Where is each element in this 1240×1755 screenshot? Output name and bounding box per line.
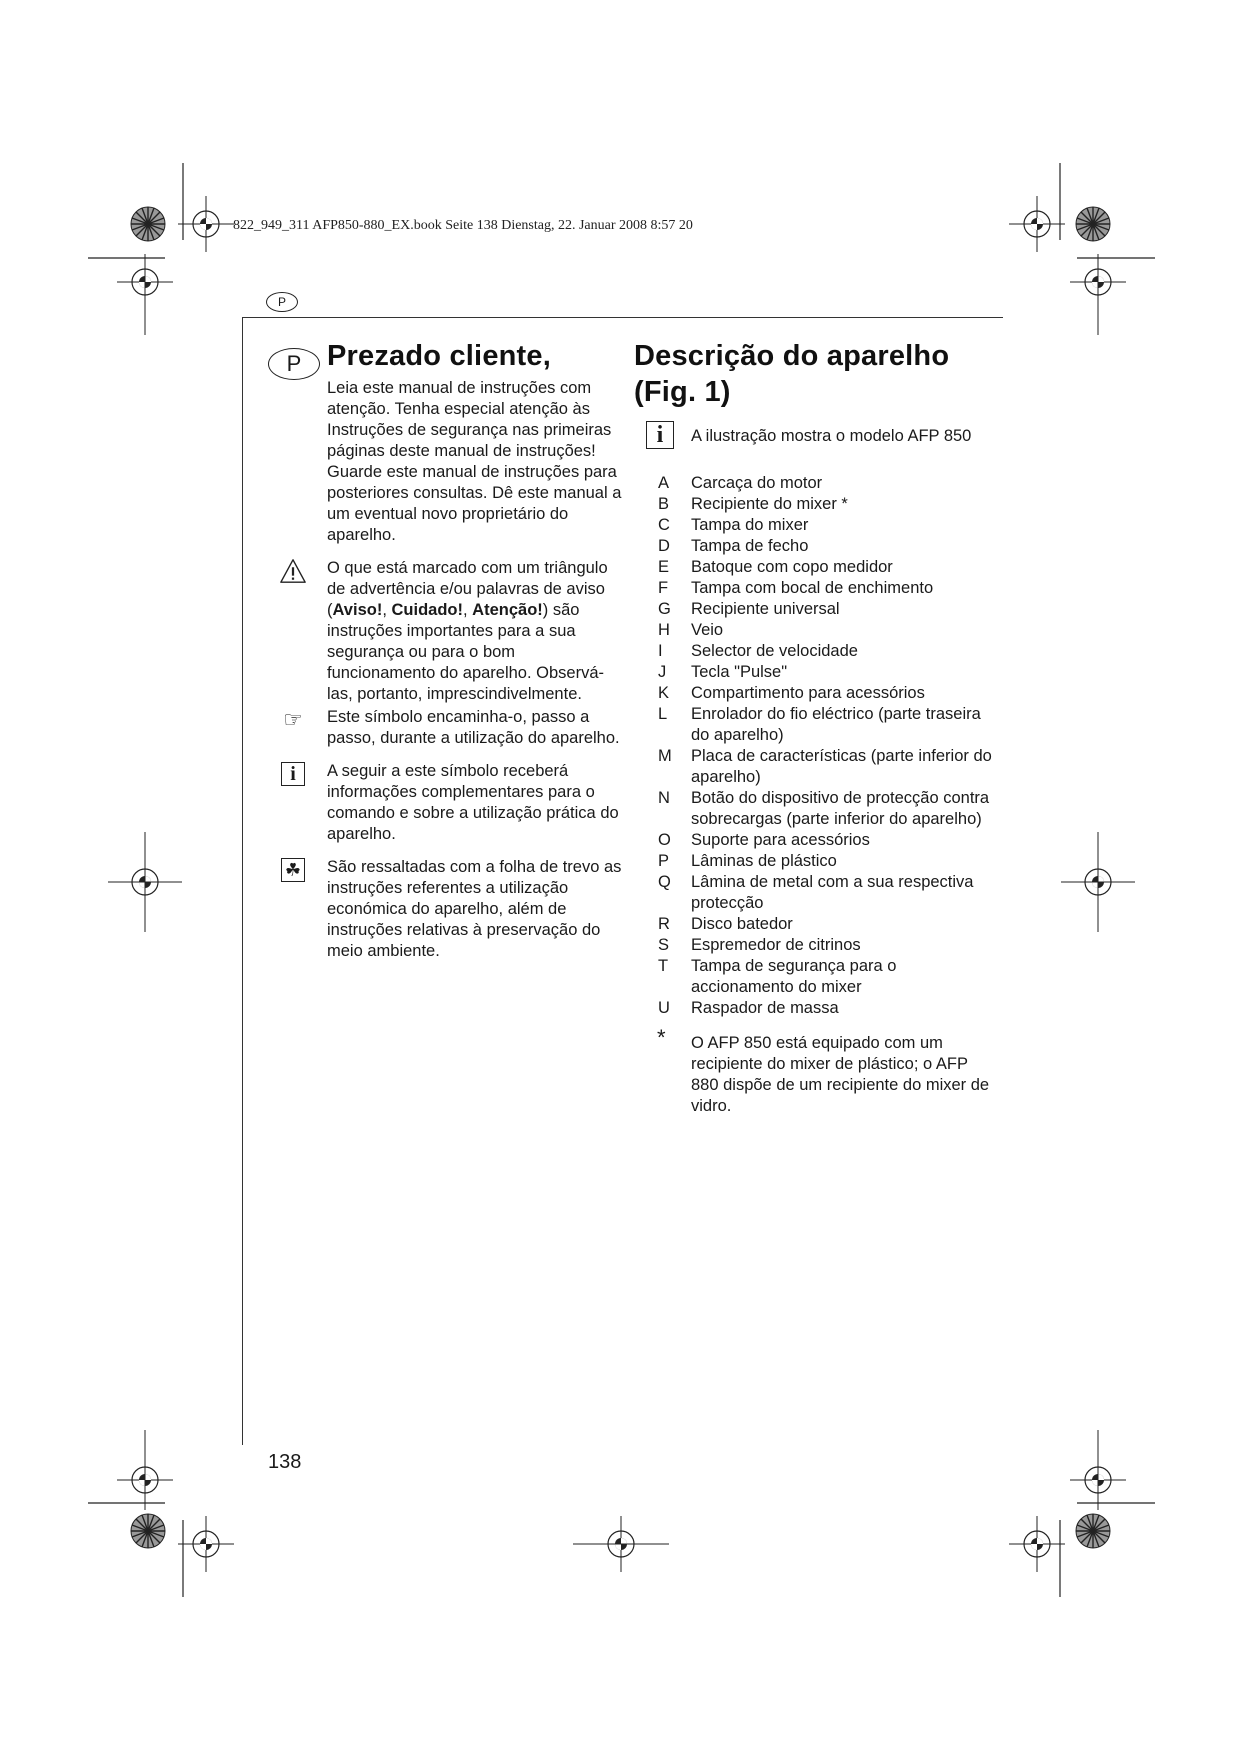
print-header: 822_949_311 AFP850-880_EX.book Seite 138 Dienstag, 22. Januar 2008 8:57 20 [233, 218, 693, 233]
info-icon: i [279, 761, 307, 787]
part-description: Tampa de fecho [691, 537, 809, 555]
warning-text-before: O que está marcado com um triângulo de advertência e/ou palavras de aviso ( [327, 559, 608, 619]
parts-list-item [634, 935, 994, 956]
parts-list-item [634, 683, 994, 704]
parts-list-item [634, 851, 994, 872]
part-letter: A [658, 474, 670, 492]
step-paragraph: Este símbolo encaminha-o, passo a passo, durante a utilização do aparelho. [327, 708, 620, 747]
warning-sep: , [463, 601, 473, 619]
part-letter: R [658, 915, 670, 933]
footnote [634, 1025, 994, 1117]
parts-list-item [634, 557, 994, 578]
warning-triangle-icon [279, 558, 307, 584]
part-description: Lâmina de metal com a sua respectiva protecção [691, 873, 974, 912]
model-note-text: A ilustração mostra o modelo AFP 850 [691, 427, 972, 445]
parts-list-item [634, 473, 994, 494]
part-letter: N [658, 789, 670, 807]
eco-block [284, 857, 627, 962]
part-letter: H [658, 621, 670, 639]
part-letter: F [658, 579, 669, 597]
parts-list-item [634, 662, 994, 683]
part-letter: B [658, 495, 670, 513]
part-letter: I [658, 642, 663, 660]
part-description: Recipiente do mixer * [691, 495, 848, 513]
part-description: Suporte para acessórios [691, 831, 870, 849]
footnote-asterisk: * [657, 1025, 666, 1050]
parts-list-item [634, 641, 994, 662]
part-letter: S [658, 936, 670, 954]
part-letter: L [658, 705, 668, 723]
language-badge-small: P [266, 292, 298, 312]
model-note [634, 422, 994, 448]
part-description: Tampa de segurança para o accionamento do mixer [691, 957, 897, 996]
parts-list-item [634, 956, 994, 998]
part-letter: M [658, 747, 672, 765]
part-description: Batoque com copo medidor [691, 558, 893, 576]
parts-list-item [634, 536, 994, 557]
left-rule [242, 317, 243, 1445]
section-title [634, 338, 994, 410]
parts-list-item [634, 599, 994, 620]
part-description: Espremedor de citrinos [691, 936, 861, 954]
part-letter: T [658, 957, 669, 975]
section-title-line2: (Fig. 1) [634, 376, 731, 408]
info-paragraph: A seguir a este símbolo receberá informações complementares para o comando e sobre a utilização prática do aparelho. [327, 762, 619, 843]
warning-sep: , [382, 601, 392, 619]
pointing-hand-icon: ☞ [283, 707, 303, 732]
warning-word-aviso: Aviso! [332, 601, 383, 619]
part-description: Botão do dispositivo de protecção contra sobrecargas (parte inferior do aparelho) [691, 789, 990, 828]
parts-list-item [634, 788, 994, 830]
part-description: Compartimento para acessórios [691, 684, 925, 702]
part-letter: G [658, 600, 671, 618]
part-description: Carcaça do motor [691, 474, 823, 492]
parts-list-item [634, 830, 994, 851]
part-letter: K [658, 684, 670, 702]
parts-list-item [634, 914, 994, 935]
parts-list-item [634, 620, 994, 641]
warning-word-atencao: Atenção! [472, 601, 543, 619]
warning-text-after: ) são instruções importantes para a sua segurança ou para o bom funcionamento do aparelho. Observá-las, portanto, imprescindivelmente. [327, 601, 605, 703]
part-letter: J [658, 663, 667, 681]
parts-list-item [634, 746, 994, 788]
parts-list-item [634, 494, 994, 515]
page-number: 138 [268, 1451, 302, 1473]
part-description: Raspador de massa [691, 999, 839, 1017]
part-description: Selector de velocidade [691, 642, 858, 660]
parts-list [634, 473, 994, 1019]
section-title-line1: Descrição do aparelho [634, 340, 950, 372]
part-description: Tecla "Pulse" [691, 663, 788, 681]
parts-list-item [634, 872, 994, 914]
footnote-text: O AFP 850 está equipado com um recipiente do mixer de plástico; o AFP 880 dispõe de um recipiente do mixer de vidro. [691, 1034, 990, 1115]
language-badge: P [268, 348, 320, 380]
warning-word-cuidado: Cuidado! [391, 601, 463, 619]
part-description: Lâminas de plástico [691, 852, 837, 870]
part-description: Tampa do mixer [691, 516, 809, 534]
part-letter: O [658, 831, 671, 849]
intro-paragraph: Leia este manual de instruções com atenção. Tenha especial atenção às Instruções de segurança nas primeiras páginas deste manual de instruções! Guarde este manual de instruções para posteriores consultas. Dê este manual a um eventual novo proprietário do aparelho. [327, 379, 622, 544]
part-letter: P [658, 852, 670, 870]
part-description: Disco batedor [691, 915, 793, 933]
part-description: Tampa com bocal de enchimento [691, 579, 934, 597]
top-rule [242, 317, 1003, 318]
part-description: Veio [691, 621, 724, 639]
parts-list-item [634, 998, 994, 1019]
left-column [283, 338, 627, 962]
part-letter: Q [658, 873, 671, 891]
parts-list-item [634, 578, 994, 599]
parts-list-item [634, 515, 994, 536]
info-block [290, 761, 627, 845]
part-letter: U [658, 999, 670, 1017]
part-letter: C [658, 516, 670, 534]
clover-leaf-icon: ☘ [279, 857, 307, 883]
part-description: Enrolador do fio eléctrico (parte traseira do aparelho) [691, 705, 981, 744]
parts-list-item [634, 704, 994, 746]
info-icon: i [646, 422, 674, 448]
part-letter: D [658, 537, 670, 555]
eco-paragraph: São ressaltadas com a folha de trevo as instruções referentes a utilização económica do aparelho, além de instruções relativas à preservação do meio ambiente. [327, 858, 622, 960]
warning-paragraph [327, 558, 627, 705]
warning-block [327, 558, 627, 705]
step-block [283, 707, 627, 749]
part-description: Placa de características (parte inferior do aparelho) [691, 747, 992, 786]
right-column [634, 338, 994, 1117]
part-description: Recipiente universal [691, 600, 840, 618]
part-letter: E [658, 558, 670, 576]
greeting-title: Prezado cliente, [327, 340, 551, 372]
